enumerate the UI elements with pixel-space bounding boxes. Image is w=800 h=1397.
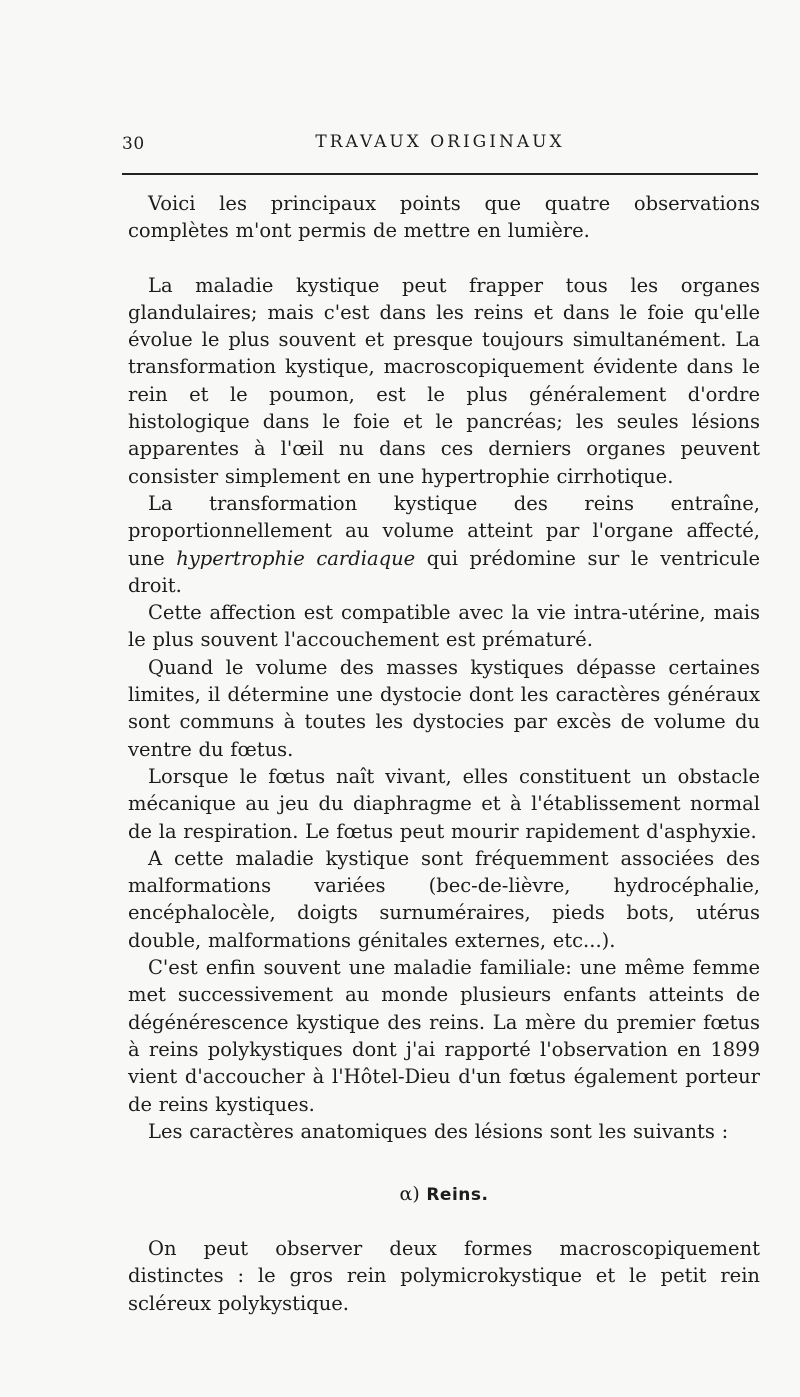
running-title: TRAVAUX ORIGINAUX <box>315 132 565 152</box>
paragraph-familial: C'est enfin souvent une maladie familiale: une même femme met successivement au monde plusieurs enfants atteints de dégénérescence kystique des reins. La mère du premier fœtus à reins polykystiques dont j'ai rapporté l'observation en 1899 vient d'accoucher à l'Hôtel-Dieu d'un fœtus également porteur de reins kystiques. <box>128 956 760 1116</box>
section-title: Reins. <box>426 1185 489 1206</box>
header-rule <box>122 173 758 175</box>
paragraph-cardiac <box>128 490 760 599</box>
paragraph-kidney-forms: On peut observer deux formes macroscopiquement distinctes : le gros rein polymicrokystique et le petit rein scléreux polykystique. <box>128 1237 760 1315</box>
paragraph-anatomical: Les caractères anatomiques des lésions sont les suivants : <box>148 1119 729 1143</box>
paragraph-malformations: A cette maladie kystique sont fréquemment associées des malformations variées (bec-de-lièvre, hydrocéphalie, encéphalocèle, doigts surnuméraires, pieds bots, utérus double, malformations génitales externes, etc...). <box>128 846 760 952</box>
paragraph-gap <box>128 245 760 272</box>
paragraph-intrauterine: Cette affection est compatible avec la vie intra-utérine, mais le plus souvent l'accouchement est prématuré. <box>128 601 760 652</box>
body-text <box>128 190 760 1317</box>
paragraph-glandular: La maladie kystique peut frapper tous les organes glandulaires; mais c'est dans les reins et dans le foie qu'elle évolue le plus souvent et presque toujours simultanément. La transformation kystique, macroscopiquement évidente dans le rein et le poumon, est le plus généralement d'ordre histologique dans le foie et le pancréas; les seules lésions apparentes à l'œil nu dans ces derniers organes peuvent consister simplement en une hypertrophie cirrhotique. <box>128 273 760 488</box>
section-marker: α) <box>399 1183 420 1206</box>
paragraph-dystocia: Quand le volume des masses kystiques dépasse certaines limites, il détermine une dystocie dont les caractères généraux sont communs à toutes les dystocies par excès de volume du ventre du fœtus. <box>128 655 760 761</box>
cardiac-emphasis: hypertrophie cardiaque <box>176 546 416 570</box>
paragraph-intro: Voici les principaux points que quatre observations complètes m'ont permis de mettre en lumière. <box>128 192 760 243</box>
cardiac-text-before: La transformation kystique des reins entraîne, proportionnellement au volume atteint par l'organe affecté, une <box>128 491 760 570</box>
page-header <box>122 130 758 158</box>
page-number: 30 <box>122 134 145 154</box>
paragraph-respiration: Lorsque le fœtus naît vivant, elles constituent un obstacle mécanique au jeu du diaphragme et à l'établissement normal de la respiration. Le fœtus peut mourir rapidement d'asphyxie. <box>128 764 760 843</box>
section-heading <box>128 1181 760 1209</box>
cardiac-text-after: qui prédomine sur le ventricule droit. <box>128 546 760 597</box>
